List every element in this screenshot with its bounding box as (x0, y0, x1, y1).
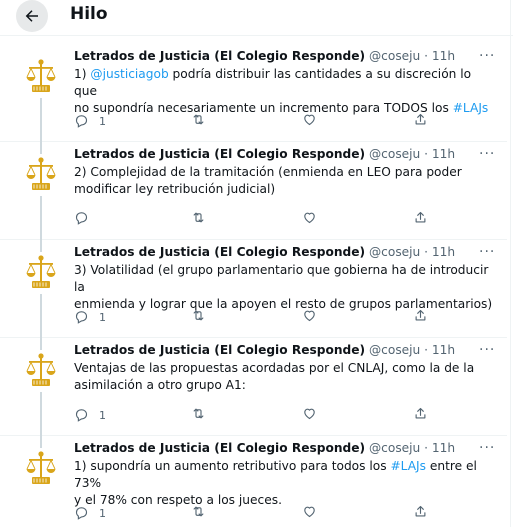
thread-connector (40, 196, 42, 242)
tweet-text: 1) supondría un aumento retributivo para todos los #LAJs entre el 73% y el 78% con respeto a los jueces. (74, 459, 477, 507)
justice-scales-logo (24, 58, 58, 94)
more-icon[interactable]: ··· (479, 146, 496, 162)
reply-icon (74, 210, 89, 225)
avatar[interactable] (24, 254, 58, 290)
retweet-icon (191, 308, 206, 323)
tweet[interactable] (0, 142, 507, 240)
more-icon[interactable]: ··· (479, 244, 496, 260)
thread-connector (40, 294, 42, 340)
share-icon (413, 210, 428, 225)
retweet-button[interactable] (191, 504, 206, 519)
tweet[interactable] (0, 44, 507, 142)
timestamp[interactable]: 11h (431, 49, 456, 63)
retweet-button[interactable] (191, 406, 206, 421)
retweet-icon (191, 112, 206, 127)
reply-icon (74, 309, 89, 324)
avatar[interactable] (24, 352, 58, 388)
justice-scales-logo (24, 156, 58, 192)
reply-icon (74, 505, 89, 520)
timestamp[interactable]: 11h (431, 147, 456, 161)
tweet-header (74, 441, 455, 455)
author-name[interactable]: Letrados de Justicia (El Colegio Responde) (74, 343, 366, 357)
share-button[interactable] (413, 112, 428, 127)
tweet-actions (74, 210, 434, 228)
share-icon (413, 504, 428, 519)
like-button[interactable] (302, 308, 317, 323)
reply-count: 1 (99, 311, 106, 324)
justice-scales-logo (24, 254, 58, 290)
tweet-actions (74, 112, 434, 130)
tweet-actions (74, 504, 434, 522)
share-icon (413, 308, 428, 323)
tweet-header (74, 49, 455, 63)
tweet-header (74, 343, 455, 357)
tweet[interactable] (0, 338, 507, 436)
share-button[interactable] (413, 308, 428, 323)
separator: · (420, 245, 432, 259)
like-button[interactable] (302, 406, 317, 421)
tweet-text: 1) @justiciagob podría distribuir las cantidades a su discreción lo que no supondría necesariamente un incremento para TODOS los #LAJs (74, 67, 489, 115)
reply-button[interactable] (74, 308, 106, 324)
author-handle[interactable]: @coseju (368, 245, 421, 259)
tweet-header (74, 147, 455, 161)
like-button[interactable] (302, 210, 317, 225)
tweet-actions (74, 308, 434, 326)
thread-connector (40, 392, 42, 438)
tweet-text: 2) Complejidad de la tramitación (enmienda en LEO para poder modificar ley retribución judicial) (74, 165, 462, 196)
reply-icon (74, 407, 89, 422)
mention-link[interactable]: @justiciagob (90, 67, 169, 81)
like-icon (302, 504, 317, 519)
thread-connector (40, 436, 42, 448)
tweet-actions (74, 406, 434, 424)
reply-button[interactable] (74, 406, 106, 422)
like-icon (302, 112, 317, 127)
justice-scales-logo (24, 450, 58, 486)
author-handle[interactable]: @coseju (368, 441, 421, 455)
reply-button[interactable] (74, 112, 106, 128)
share-icon (413, 112, 428, 127)
separator: · (420, 147, 432, 161)
thread-connector (40, 240, 42, 252)
share-button[interactable] (413, 406, 428, 421)
tweet[interactable] (0, 436, 507, 527)
timestamp[interactable]: 11h (431, 343, 456, 357)
hashtag-link[interactable]: #LAJs (390, 459, 427, 473)
author-handle[interactable]: @coseju (368, 49, 421, 63)
author-handle[interactable]: @coseju (368, 343, 421, 357)
reply-count: 1 (99, 115, 106, 128)
timestamp[interactable]: 11h (431, 441, 456, 455)
retweet-button[interactable] (191, 112, 206, 127)
like-button[interactable] (302, 504, 317, 519)
separator: · (420, 441, 432, 455)
timestamp[interactable]: 11h (431, 245, 456, 259)
reply-button[interactable] (74, 210, 89, 225)
retweet-icon (191, 406, 206, 421)
more-icon[interactable]: ··· (479, 440, 496, 456)
author-name[interactable]: Letrados de Justicia (El Colegio Responde) (74, 49, 366, 63)
avatar[interactable] (24, 450, 58, 486)
share-button[interactable] (413, 504, 428, 519)
like-icon (302, 406, 317, 421)
avatar[interactable] (24, 156, 58, 192)
separator: · (420, 343, 432, 357)
retweet-icon (191, 210, 206, 225)
page-title: Hilo (70, 4, 108, 24)
author-name[interactable]: Letrados de Justicia (El Colegio Responde) (74, 147, 366, 161)
more-icon[interactable]: ··· (479, 342, 496, 358)
like-button[interactable] (302, 112, 317, 127)
hashtag-link[interactable]: #LAJs (452, 101, 489, 115)
reply-button[interactable] (74, 504, 106, 520)
like-icon (302, 210, 317, 225)
author-name[interactable]: Letrados de Justicia (El Colegio Responde) (74, 441, 366, 455)
avatar[interactable] (24, 58, 58, 94)
thread-connector (40, 338, 42, 350)
tweet[interactable] (0, 240, 507, 338)
tweet-text: 3) Volatilidad (el grupo parlamentario que gobierna ha de introducir la enmienda y lograr que la apoyen el resto de grupos parlamentarios) (74, 263, 493, 311)
column-border (510, 0, 511, 527)
like-icon (302, 308, 317, 323)
author-name[interactable]: Letrados de Justicia (El Colegio Responde) (74, 245, 366, 259)
share-button[interactable] (413, 210, 428, 225)
reply-count: 1 (99, 409, 106, 422)
tweet-header (74, 245, 455, 259)
reply-count: 1 (99, 507, 106, 520)
reply-icon (74, 113, 89, 128)
thread-header (0, 0, 513, 36)
back-button[interactable] (16, 0, 48, 32)
back-arrow-icon (23, 7, 41, 25)
retweet-button[interactable] (191, 308, 206, 323)
justice-scales-logo (24, 352, 58, 388)
retweet-icon (191, 504, 206, 519)
thread-connector (40, 142, 42, 154)
tweet-text: Ventajas de las propuestas acordadas por el CNLAJ, como la de la asimilación a otro grupo A1: (74, 361, 475, 392)
share-icon (413, 406, 428, 421)
separator: · (420, 49, 432, 63)
more-icon[interactable]: ··· (479, 48, 496, 64)
retweet-button[interactable] (191, 210, 206, 225)
author-handle[interactable]: @coseju (368, 147, 421, 161)
